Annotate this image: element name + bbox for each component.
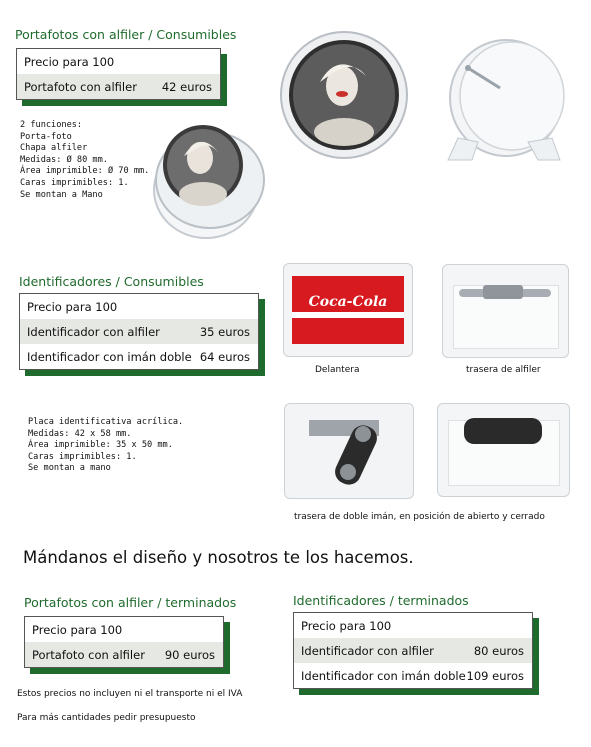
specs-portafotos <box>20 120 149 201</box>
spec-line: 2 funciones: <box>20 120 83 130</box>
price-row-header <box>25 617 223 642</box>
spec-line: Medidas: Ø 80 mm. <box>20 154 108 165</box>
price-value: 80 euros <box>473 644 524 658</box>
price-label: Precio para 100 <box>32 623 123 637</box>
price-label: Identificador con alfiler <box>301 644 434 658</box>
price-row <box>17 74 220 99</box>
badge-magnet-open-image <box>284 403 414 499</box>
price-value: 109 euros <box>466 669 524 683</box>
price-value: 90 euros <box>164 648 215 662</box>
price-label: Precio para 100 <box>24 55 115 69</box>
price-label: Identificador con imán doble <box>27 350 192 364</box>
price-value: 64 euros <box>199 350 250 364</box>
spec-line: Caras imprimibles: 1. <box>20 177 129 188</box>
caption-magnet: trasera de doble imán, en posición de abierto y cerrado <box>294 512 545 522</box>
price-box-identificadores-terminados <box>293 612 533 689</box>
price-value: 42 euros <box>161 80 212 94</box>
badge-coca-cola-front-image <box>283 263 413 357</box>
spec-line: Caras imprimibles: 1. <box>28 451 137 462</box>
caption-front: Delantera <box>315 365 360 375</box>
price-label: Identificador con imán doble <box>301 669 466 683</box>
spec-line: Porta-foto <box>20 131 72 142</box>
price-row <box>294 638 532 663</box>
spec-line: Se montan a mano <box>28 463 111 474</box>
price-box-identificadores-consumibles <box>19 293 259 370</box>
section-heading-portafotos-terminados: Portafotos con alfiler / terminados <box>24 595 237 610</box>
tagline: Mándanos el diseño y nosotros te los hacemos. <box>23 548 414 567</box>
spec-line: Área imprimible: Ø 70 mm. <box>20 166 150 177</box>
price-row <box>20 344 258 369</box>
coca-cola-logo: Coca-Cola <box>308 294 388 310</box>
price-label: Precio para 100 <box>301 619 392 633</box>
price-row-header <box>17 49 220 74</box>
price-box-portafotos-consumibles <box>16 48 221 100</box>
note-transport-vat: Estos precios no incluyen ni el transporte ni el IVA <box>17 689 243 699</box>
badge-two-parts-image <box>148 120 273 240</box>
price-row-header <box>294 613 532 638</box>
badge-back-stand-image <box>428 38 578 168</box>
spec-line: Placa identificativa acrílica. <box>28 417 184 427</box>
badge-pin-back-image <box>442 264 569 358</box>
price-label: Identificador con alfiler <box>27 325 160 339</box>
section-heading-identificadores-terminados: Identificadores / terminados <box>293 593 469 608</box>
spec-line: Se montan a Mano <box>20 189 103 200</box>
price-row <box>294 663 532 688</box>
section-heading-identificadores-consumibles: Identificadores / Consumibles <box>19 274 204 289</box>
price-row <box>25 642 223 667</box>
specs-identificadores <box>28 417 183 475</box>
spec-line: Chapa alfiler <box>20 143 88 154</box>
coca-cola-label <box>292 276 404 344</box>
price-row-header <box>20 294 258 319</box>
price-label: Portafoto con alfiler <box>32 648 145 662</box>
section-heading-portafotos-consumibles: Portafotos con alfiler / Consumibles <box>15 27 237 42</box>
price-row <box>20 319 258 344</box>
note-quantity-quote: Para más cantidades pedir presupuesto <box>17 713 196 723</box>
caption-back-pin: trasera de alfiler <box>466 365 541 375</box>
price-label: Portafoto con alfiler <box>24 80 137 94</box>
price-value: 35 euros <box>199 325 250 339</box>
spec-line: Medidas: 42 x 58 mm. <box>28 428 132 439</box>
badge-front-image <box>278 20 411 166</box>
price-box-portafotos-terminados <box>24 616 224 668</box>
badge-magnet-closed-image <box>437 403 570 497</box>
price-label: Precio para 100 <box>27 300 118 314</box>
spec-line: Área imprimible: 35 x 50 mm. <box>28 440 173 451</box>
